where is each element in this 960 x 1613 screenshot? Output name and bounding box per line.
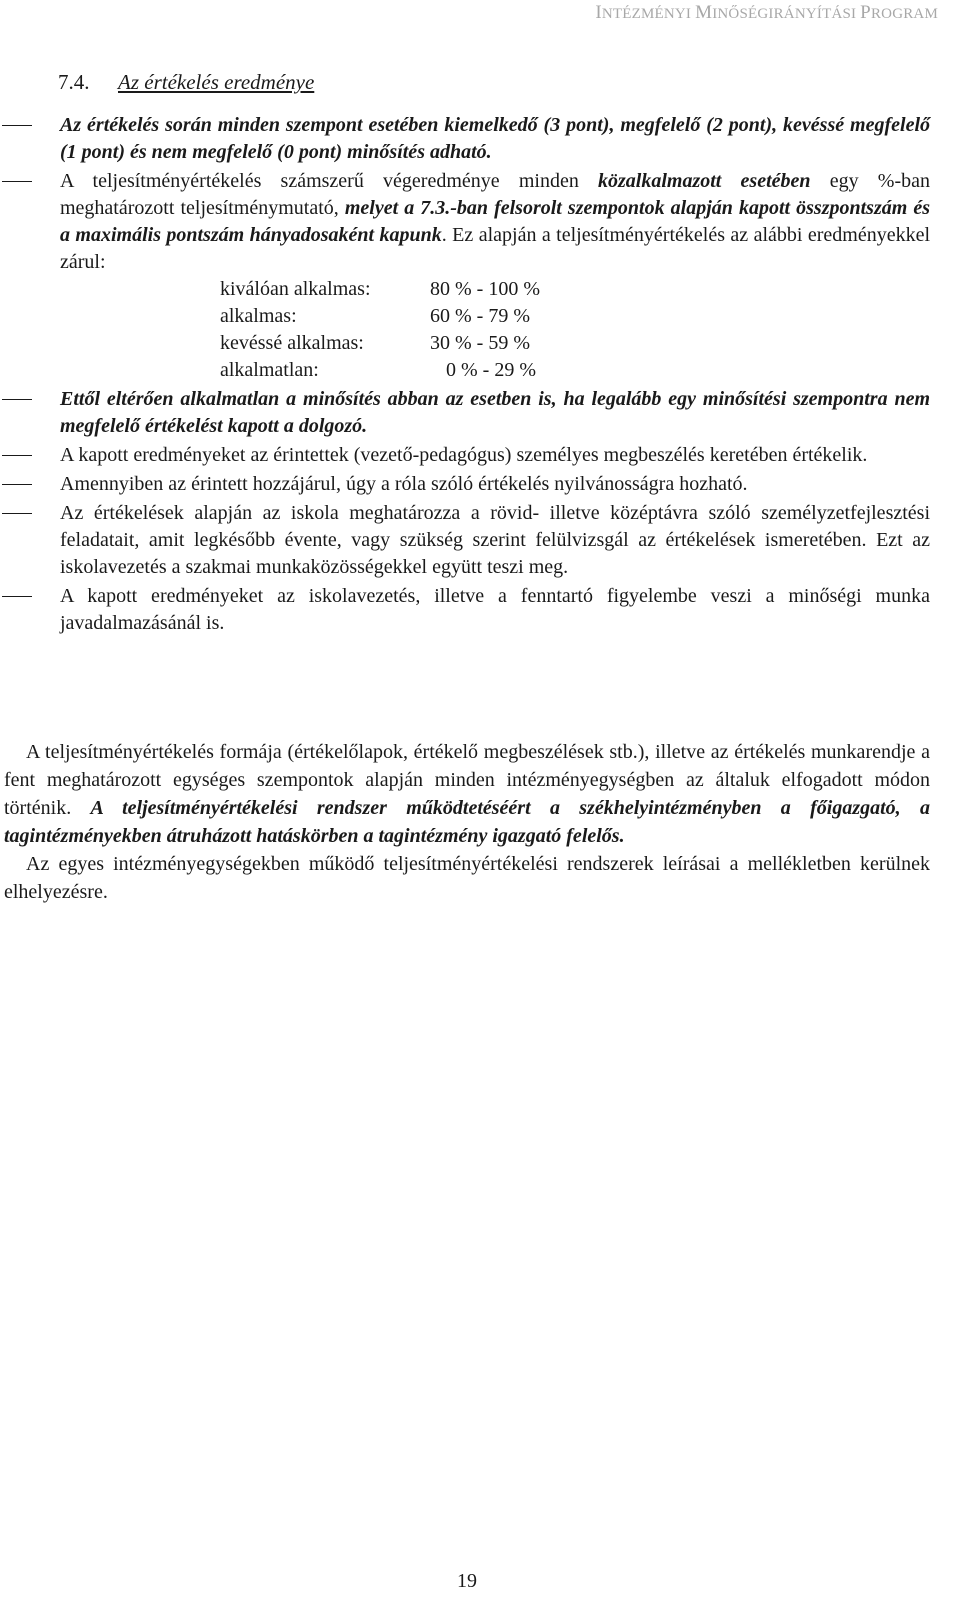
paragraph-text: A teljesítményértékelés formája (értékelőlapok, értékelő megbeszélések stb.), illetve az értékelés munkarendje a fent meghatározott egységes szempontok alapján minden intézményegységben az általuk elfogadott módon történik.: [4, 741, 930, 819]
list-item: [0, 471, 930, 498]
grade-row: [220, 276, 930, 303]
list-item: [0, 112, 930, 166]
list-item: [0, 168, 930, 384]
grade-row: [220, 303, 930, 330]
bullet-emphasis: közalkalmazott esetében: [598, 170, 811, 192]
grade-label: kevéssé alkalmas:: [220, 332, 364, 354]
grade-label: alkalmatlan:: [220, 359, 319, 381]
header-word: INŐSÉGIRÁNYÍTÁSI: [712, 6, 861, 22]
closing-section: [4, 738, 930, 906]
bullet-text: A kapott eredményeket az érintettek (vezető-pedagógus) személyes megbeszélés keretében értékelik.: [60, 444, 868, 466]
bullet-emphasis: melyet a 7.3.-ban felsorolt szempontok alapján kapott összpontszám és a maximális pontszám hányadosaként kapunk: [60, 197, 931, 246]
closing-paragraph: [4, 850, 930, 906]
grade-range: 60 % - 79 %: [430, 305, 530, 327]
header-letter: P: [860, 2, 871, 23]
grade-label: kiválóan alkalmas:: [220, 278, 371, 300]
closing-paragraph: [4, 738, 930, 850]
paragraph-text: Az egyes intézményegységekben működő teljesítményértékelési rendszerek leírásai a mellékletben kerülnek elhelyezésre.: [4, 853, 930, 903]
header-word: ROGRAM: [870, 6, 938, 22]
grade-table: [220, 276, 930, 384]
header-letter: M: [695, 2, 713, 23]
header-letter: I: [595, 2, 602, 23]
section-heading: [58, 70, 314, 95]
list-item: [0, 442, 930, 469]
page-number: 19: [457, 1570, 477, 1592]
section-title: Az értékelés eredménye: [118, 70, 315, 94]
grade-label: alkalmas:: [220, 305, 297, 327]
bullet-text: egy %-ban meghatározott teljesítménymutató,: [60, 170, 930, 219]
bullet-list: [0, 112, 960, 639]
paragraph-emphasis: A teljesítményértékelési rendszer működtetéséért a székhelyintézményben a főigazgató, a tagintézményekben átruházott hatáskörben a tagintézmény igazgató felelős.: [4, 797, 930, 847]
bullet-text: Ettől eltérően alkalmatlan a minősítés abban az esetben is, ha legalább egy minősítési szempontra nem megfelelő értékelést kapott a dolgozó.: [60, 388, 930, 437]
grade-row: [220, 330, 930, 357]
running-header: [0, 2, 938, 24]
grade-range: 30 % - 59 %: [430, 332, 530, 354]
grade-row: [220, 357, 930, 384]
grade-range: 0 % - 29 %: [446, 359, 536, 381]
header-word: NTÉZMÉNYI: [601, 6, 696, 22]
grade-range: 80 % - 100 %: [430, 278, 540, 300]
bullet-text: A teljesítményértékelés számszerű végeredménye minden: [60, 170, 599, 192]
list-item: [0, 386, 930, 440]
bullet-text: A kapott eredményeket az iskolavezetés, illetve a fenntartó figyelembe veszi a minőségi munka javadalmazásánál is.: [60, 585, 930, 634]
list-item: [0, 583, 930, 637]
bullet-text: Az értékelések alapján az iskola meghatározza a rövid- illetve középtávra szóló személyzetfejlesztési feladatait, amit legkésőbb évente, vagy szükség szerint felülvizsgál az értékelések ismeretében. Ezt az iskolavezetés a szakmai munkaközösségekkel együtt teszi meg.: [60, 502, 930, 578]
bullet-text: . Ez alapján a teljesítményértékelés az alábbi eredményekkel zárul:: [60, 224, 931, 273]
list-item: [0, 500, 930, 581]
section-number: 7.4.: [58, 70, 90, 94]
bullet-text: Az értékelés során minden szempont esetében kiemelkedő (3 pont), megfelelő (2 pont), kevéssé megfelelő (1 pont) és nem megfelelő (0 pont) minősítés adható.: [60, 114, 930, 163]
bullet-text: Amennyiben az érintett hozzájárul, úgy a róla szóló értékelés nyilvánosságra hozható.: [60, 473, 748, 495]
